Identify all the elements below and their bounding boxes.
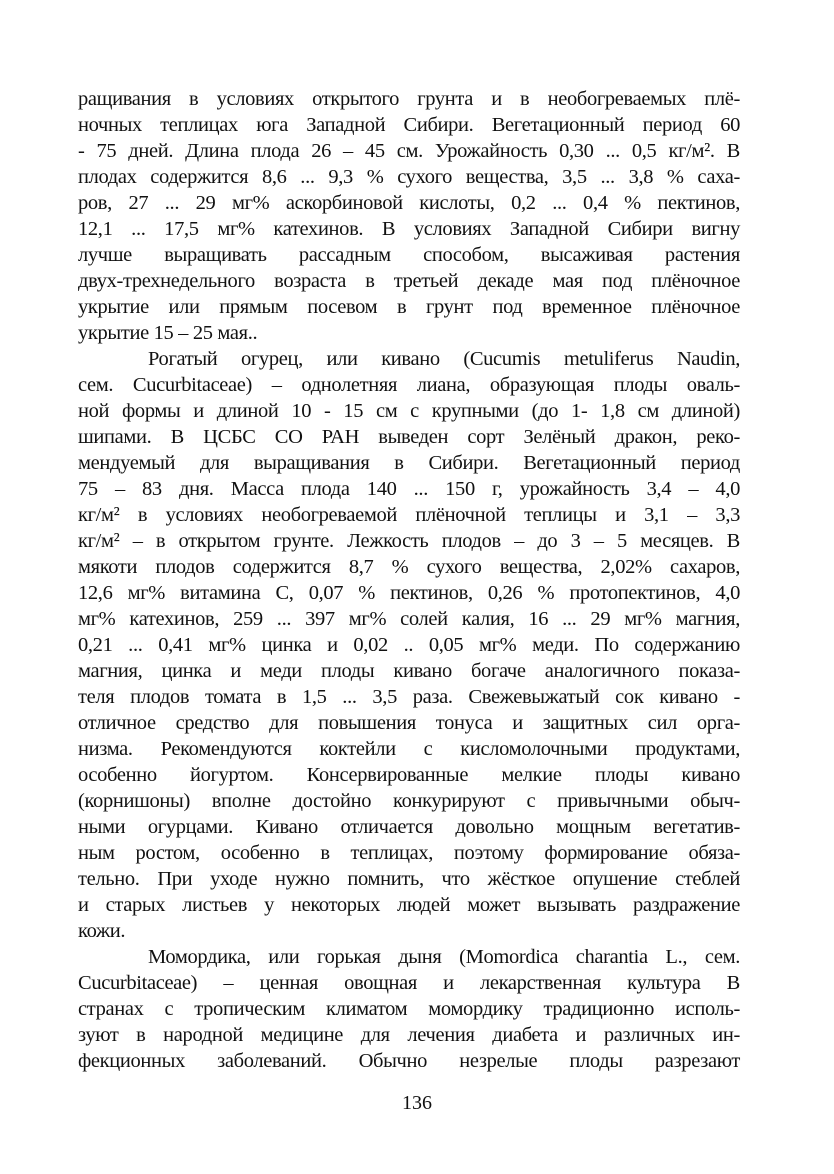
text-line: кожи. [78, 920, 126, 942]
text-line: лучше выращивать рассадным способом, высаживая растения [78, 244, 740, 266]
text-line: 75 – 83 дня. Масса плода 140 ... 150 г, урожайность 3,4 – 4,0 [78, 478, 740, 500]
text-line: фекционных заболеваний. Обычно незрелые плоды разрезают [78, 1050, 740, 1072]
text-line: кг/м² – в открытом грунте. Лежкость плодов – до 3 – 5 месяцев. В [78, 530, 740, 552]
text-line: зуют в народной медицине для лечения диабета и различных ин- [78, 1024, 740, 1046]
text-line: Момордика, или горькая дыня (Momordica charantia L., сем. [148, 946, 740, 968]
text-line: шипами. В ЦСБС СО РАН выведен сорт Зелёный дракон, реко- [78, 426, 740, 448]
text-line: Рогатый огурец, или кивано (Cucumis metuliferus Naudin, [148, 348, 740, 370]
text-line: теля плодов томата в 1,5 ... 3,5 раза. Свежевыжатый сок кивано - [78, 686, 740, 708]
text-line: особенно йогуртом. Консервированные мелкие плоды кивано [78, 764, 740, 786]
text-line: мендуемый для выращивания в Сибири. Вегетационный период [78, 452, 740, 474]
text-line: ров, 27 ... 29 мг% аскорбиновой кислоты, 0,2 ... 0,4 % пектинов, [78, 192, 740, 214]
text-line: кг/м² в условиях необогреваемой плёночной теплицы и 3,1 – 3,3 [78, 504, 740, 526]
text-line: и старых листьев у некоторых людей может вызывать раздражение [78, 894, 740, 916]
text-line: отличное средство для повышения тонуса и защитных сил орга- [78, 712, 740, 734]
text-line: магния, цинка и меди плоды кивано богаче аналогичного показа- [78, 660, 740, 682]
text-line: Cucurbitaceae) – ценная овощная и лекарственная культура В [78, 972, 740, 994]
text-line: ной формы и длиной 10 - 15 см с крупными (до 1- 1,8 см длиной) [78, 400, 740, 422]
text-line: двух-трехнедельного возраста в третьей декаде мая под плёночное [78, 270, 740, 292]
text-line: 12,1 ... 17,5 мг% катехинов. В условиях Западной Сибири вигну [78, 218, 740, 240]
text-line: 12,6 мг% витамина С, 0,07 % пектинов, 0,26 % протопектинов, 4,0 [78, 582, 740, 604]
text-line: укрытие 15 – 25 мая.. [78, 322, 258, 344]
text-line: - 75 дней. Длина плода 26 – 45 см. Урожайность 0,30 ... 0,5 кг/м². В [78, 140, 740, 162]
text-line: мг% катехинов, 259 ... 397 мг% солей калия, 16 ... 29 мг% магния, [78, 608, 740, 630]
text-line: ращивания в условиях открытого грунта и в необогреваемых плё- [78, 88, 740, 110]
text-line: 0,21 ... 0,41 мг% цинка и 0,02 .. 0,05 мг% меди. По содержанию [78, 634, 740, 656]
text-line: ными огурцами. Кивано отличается довольно мощным вегетатив- [78, 816, 740, 838]
text-line: ным ростом, особенно в теплицах, поэтому формирование обяза- [78, 842, 740, 864]
text-line: тельно. При уходе нужно помнить, что жёсткое опушение стеблей [78, 868, 740, 890]
text-line: сем. Cucurbitaceae) – однолетняя лиана, образующая плоды оваль- [78, 374, 740, 396]
text-line: плодах содержится 8,6 ... 9,3 % сухого вещества, 3,5 ... 3,8 % саха- [78, 166, 740, 188]
text-line: странах с тропическим климатом момордику традиционно исполь- [78, 998, 740, 1020]
text-line: мякоти плодов содержится 8,7 % сухого вещества, 2,02% сахаров, [78, 556, 740, 578]
text-line: низма. Рекомендуются коктейли с кисломолочными продуктами, [78, 738, 740, 760]
text-line: ночных теплицах юга Западной Сибири. Вегетационный период 60 [78, 114, 740, 136]
page-number: 136 [402, 1092, 432, 1114]
text-line: (корнишоны) вполне достойно конкурируют с привычными обыч- [78, 790, 740, 812]
text-line: укрытие или прямым посевом в грунт под временное плёночное [78, 296, 740, 318]
